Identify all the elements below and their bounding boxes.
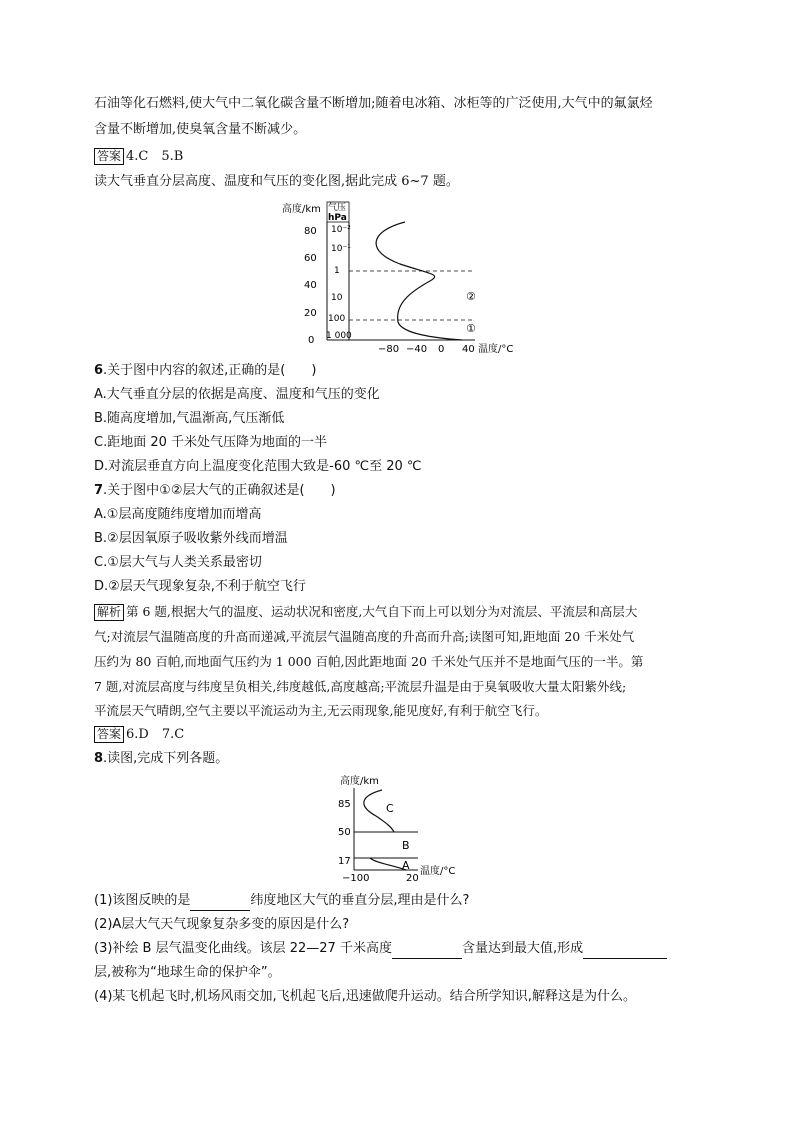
pressure-tick: 10: [331, 293, 343, 303]
pressure-unit: hPa: [328, 213, 347, 223]
x-tick: −100: [342, 873, 370, 884]
answer-blank[interactable]: [392, 944, 462, 959]
pressure-tick: 1: [334, 266, 340, 276]
text-line: 含量不断增加,使臭氧含量不断减少。: [94, 122, 307, 137]
subquestion-text: 含量达到最大值,形成: [461, 941, 584, 956]
layer-1-label: ①: [466, 322, 476, 335]
question-stem: .关于图中①②层大气的正确叙述是( ): [103, 483, 336, 498]
answer-line: [94, 147, 183, 167]
subquestion-1: [94, 891, 469, 911]
analysis-line: [94, 602, 637, 622]
answer-line: [94, 725, 184, 745]
option-a: A.①层高度随纬度增加而增高: [94, 507, 262, 522]
temperature-curve: [376, 222, 462, 340]
question-number: 6: [94, 363, 104, 378]
atmosphere-layers-chart: [270, 196, 530, 356]
height-tick: 80: [304, 226, 317, 237]
height-axis-label: 高度/km: [282, 204, 321, 215]
answer-text: 6.D 7.C: [126, 727, 185, 742]
subquestion-4: (4)某飞机起飞时,机场风雨交加,飞机起飞后,迅速做爬升运动。结合所学知识,解释这是为什么。: [94, 989, 636, 1004]
answer-tag: 答案: [94, 148, 124, 165]
question-stem: .读图,完成下列各题。: [103, 751, 229, 766]
analysis-text: 第 6 题,根据大气的温度、运动状况和密度,大气自下而上可以划分为对流层、平流层和高层大: [126, 604, 638, 619]
layer-b-label: B: [402, 839, 410, 852]
text-line: 石油等化石燃料,使大气中二氧化碳含量不断增加;随着电冰箱、冰柜等的广泛使用,大气中的氟氯烃: [94, 96, 653, 111]
question-6-stem: [94, 361, 316, 381]
answer-text: 4.C 5.B: [126, 149, 184, 164]
option-b: B.②层因氧原子吸收紫外线而增温: [94, 531, 288, 546]
subquestion-2: (2)A层大气天气现象复杂多变的原因是什么?: [94, 917, 350, 932]
analysis-text: 平流层天气晴朗,空气主要以平流运动为主,无云雨现象,能见度好,有利于航空飞行。: [94, 703, 548, 718]
temp-axis-label: 温度/°C: [420, 866, 456, 877]
question-number: 7: [94, 483, 104, 498]
x-tick: 20: [406, 873, 419, 884]
subquestion-text: 纬度地区大气的垂直分层,理由是什么?: [250, 893, 470, 908]
question-7-stem: [94, 481, 336, 501]
analysis-text: 压约为 80 百帕,而地面气压约为 1 000 百帕,因此距地面 20 千米处气压并不是地面气压的一半。第: [94, 654, 644, 669]
question-number: 8: [94, 751, 104, 766]
y-tick: 17: [338, 856, 351, 867]
height-tick: 0: [308, 335, 315, 346]
option-d: D.②层天气现象复杂,不利于航空飞行: [94, 579, 306, 594]
temp-axis-label: 温度/°C: [478, 344, 514, 355]
pressure-label: 气压: [328, 203, 347, 213]
analysis-text: 7 题,对流层高度与纬度呈负相关,纬度越低,高度越高;平流层升温是由于臭氧吸收大量太阳紫外线;: [94, 679, 627, 694]
pressure-tick: 100: [328, 314, 346, 324]
question-8-stem: [94, 749, 228, 769]
layer-2-label: ②: [466, 290, 476, 303]
y-tick: 50: [338, 827, 351, 838]
temp-tick: −40: [406, 344, 428, 355]
temperature-curve-a: [370, 858, 406, 870]
layer-c-label: C: [386, 802, 394, 815]
analysis-tag: 解析: [94, 604, 124, 621]
height-tick: 20: [304, 308, 317, 319]
temp-tick: 0: [438, 344, 445, 355]
height-axis-label: 高度/km: [340, 776, 379, 787]
option-d: D.对流层垂直方向上温度变化范围大致是-60 ℃至 20 ℃: [94, 459, 422, 474]
temp-tick: −80: [378, 344, 400, 355]
subquestion-text: (3)补绘 B 层气温变化曲线。该层 22—27 千米高度: [94, 941, 392, 956]
option-c: C.①层大气与人类关系最密切: [94, 555, 262, 570]
answer-tag: 答案: [94, 726, 124, 743]
height-tick: 60: [304, 253, 317, 264]
subquestion-3: [94, 939, 667, 959]
option-a: A.大气垂直分层的依据是高度、温度和气压的变化: [94, 387, 380, 402]
option-b: B.随高度增加,气温渐高,气压渐低: [94, 411, 285, 426]
pressure-tick: 10⁻²: [331, 225, 351, 235]
question-stem: .关于图中内容的叙述,正确的是( ): [103, 363, 317, 378]
analysis-text: 气;对流层气温随高度的升高而递减,平流层气温随高度的升高而升高;读图可知,距地面 20 千米处气: [94, 629, 635, 644]
option-c: C.距地面 20 千米处气压降为地面的一半: [94, 435, 328, 450]
intro-text: 读大气垂直分层高度、温度和气压的变化图,据此完成 6~7 题。: [94, 174, 459, 189]
answer-blank[interactable]: [583, 944, 667, 959]
layer-a-label: A: [402, 859, 410, 872]
y-tick: 85: [338, 799, 351, 810]
pressure-tick: 10⁻¹: [331, 244, 351, 254]
answer-blank[interactable]: [190, 896, 250, 911]
subquestion-3-cont: 层,被称为“地球生命的保护伞”。: [94, 965, 281, 980]
temp-tick: 40: [462, 344, 475, 355]
layer-diagram-figure: [330, 772, 480, 884]
pressure-tick: 1 000: [326, 331, 352, 341]
subquestion-text: (1)该图反映的是: [94, 893, 191, 908]
height-tick: 40: [304, 280, 317, 291]
